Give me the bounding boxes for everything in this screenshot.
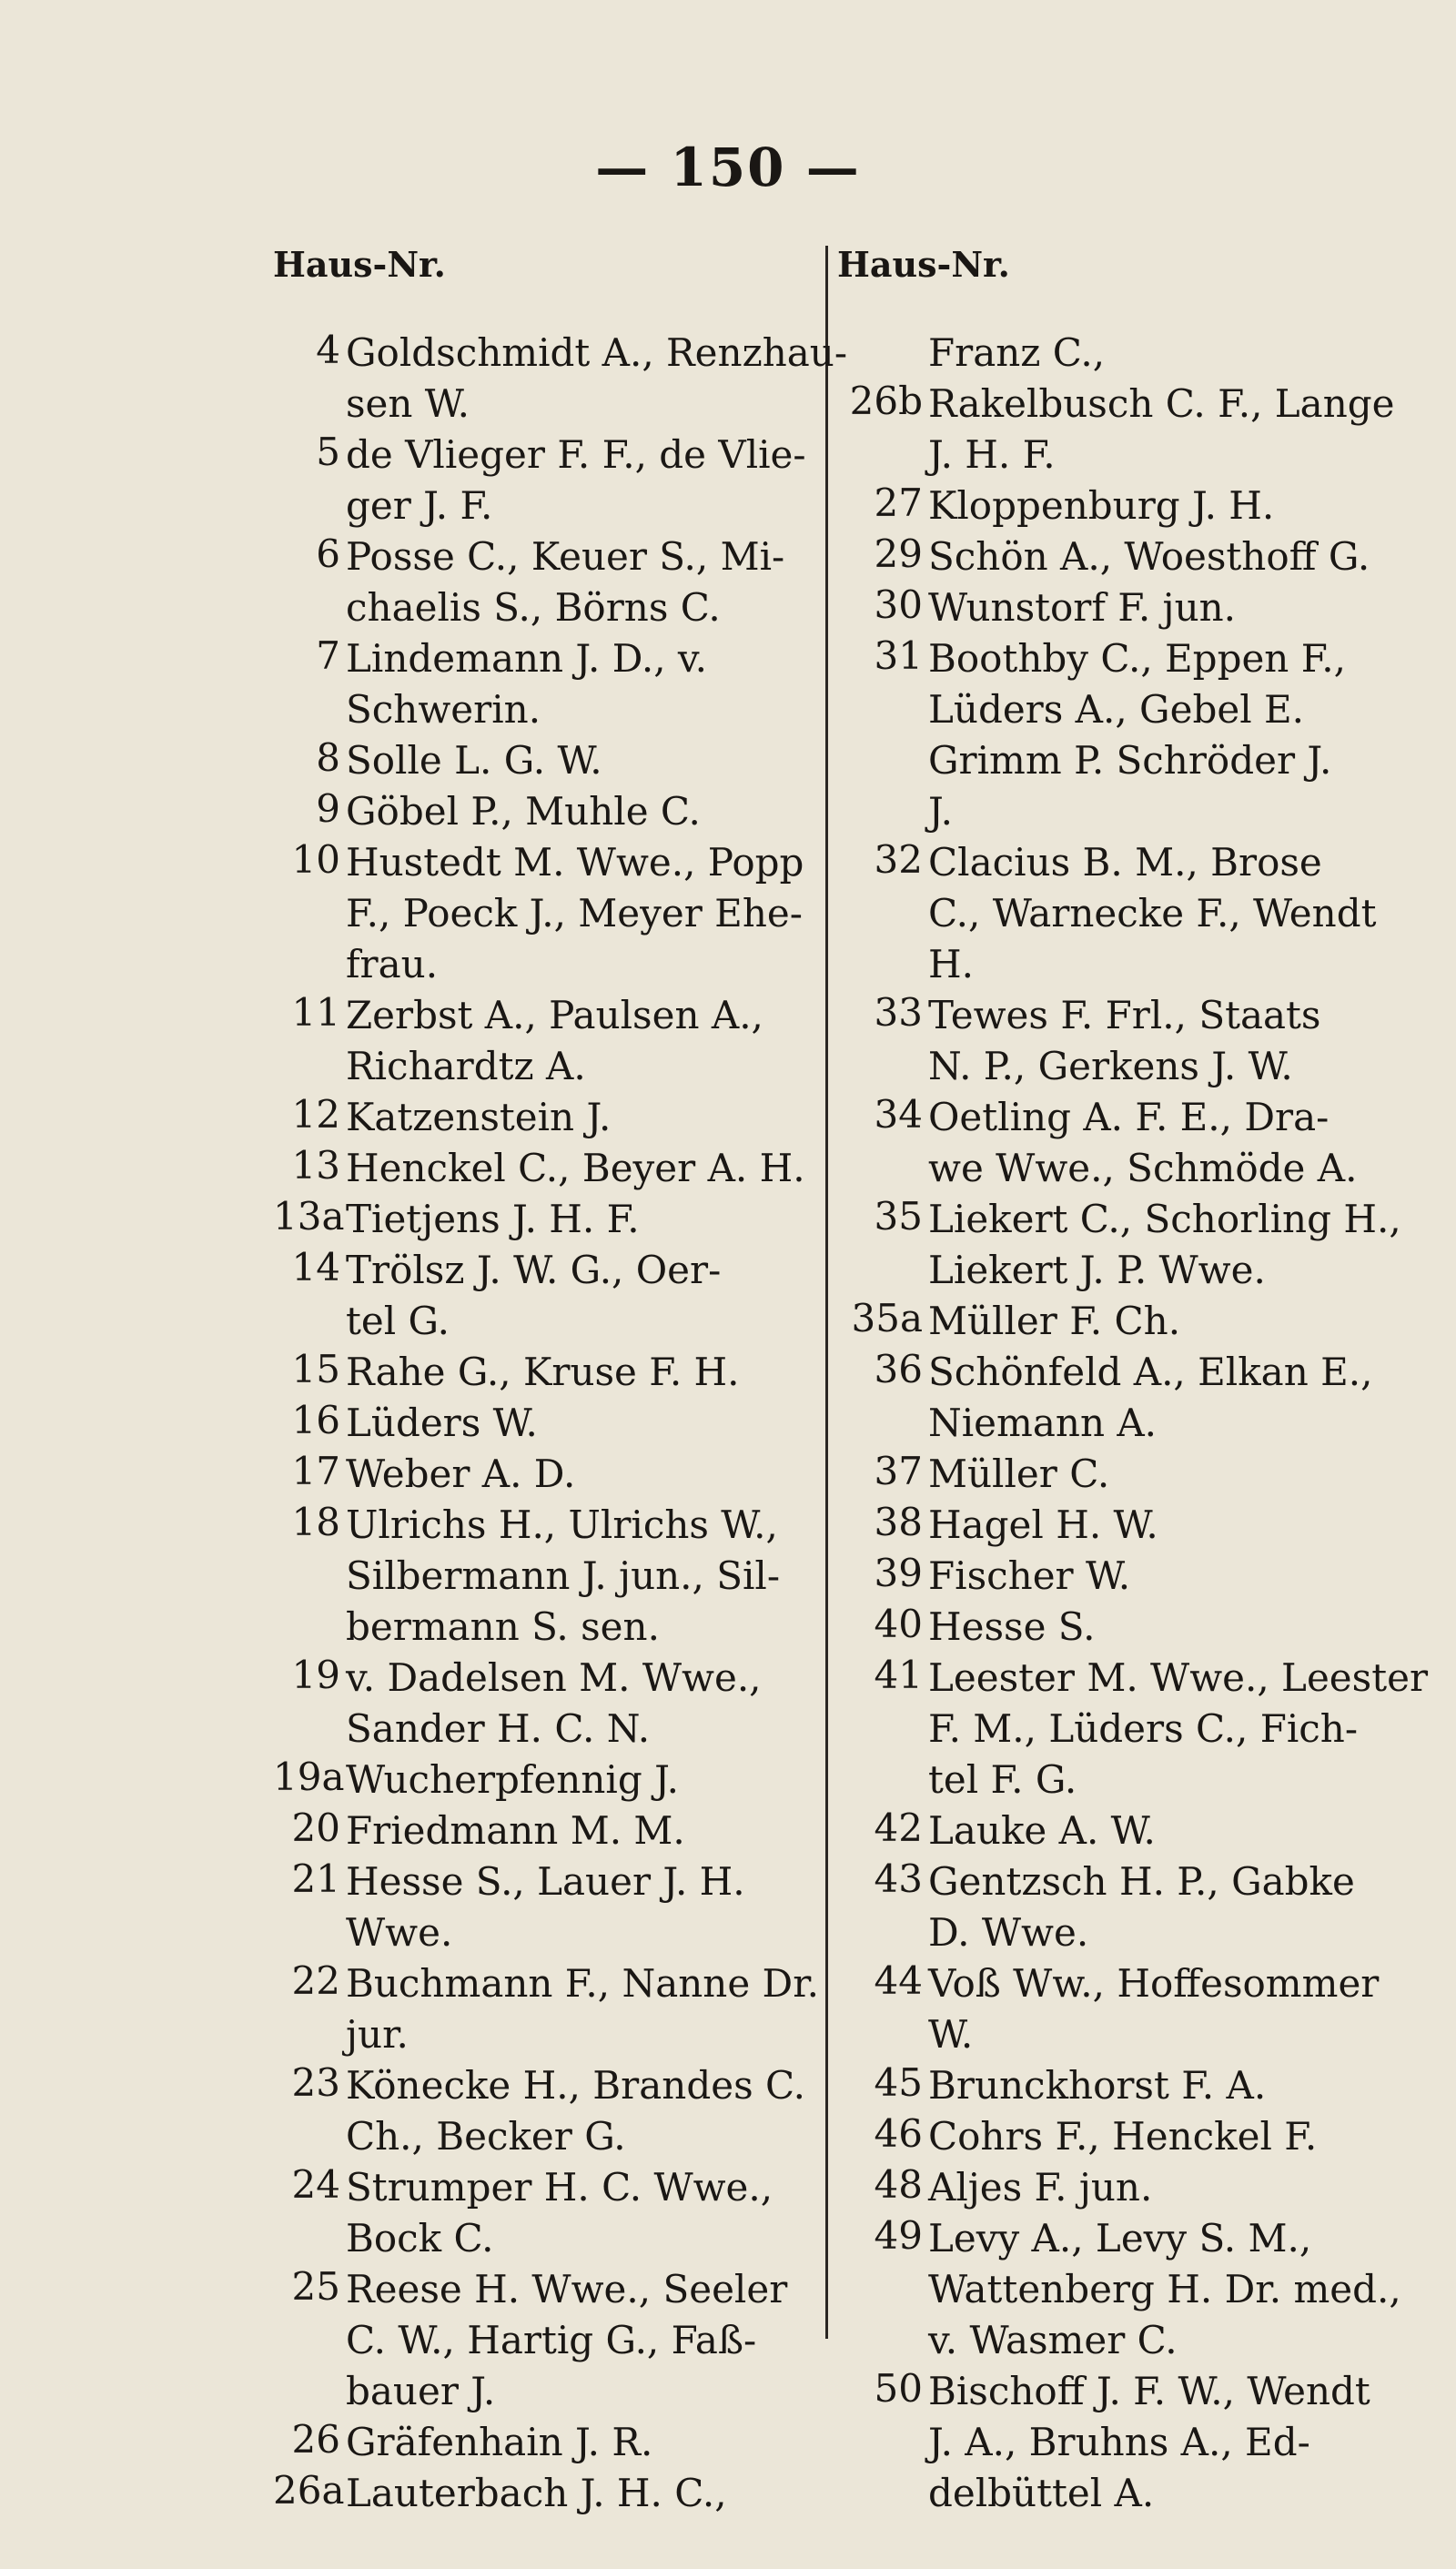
resident-names-line: Grimm P. Schröder J. (928, 738, 1332, 783)
resident-names-line: Ulrichs H., Ulrichs W., (346, 1502, 778, 1547)
resident-names-line: Strumper H. C. Wwe., (346, 2165, 774, 2210)
resident-names-line: Bock C. (346, 2216, 494, 2261)
resident-names-line: v. Dadelsen M. Wwe., (346, 1655, 762, 1700)
resident-names-line: Liekert C., Schorling H., (928, 1197, 1401, 1241)
house-number: 11 (291, 990, 340, 1035)
house-number: 13a (273, 1194, 345, 1239)
house-number: 15 (291, 1347, 340, 1391)
resident-names-line: Boothby C., Eppen F., (928, 636, 1347, 681)
column-divider (825, 246, 828, 2339)
house-entry (273, 837, 810, 990)
house-entry (273, 2162, 810, 2264)
house-entry (837, 1602, 1420, 1653)
house-number: 29 (874, 531, 923, 576)
house-entry (837, 1551, 1420, 1602)
house-entry (273, 1856, 810, 1958)
house-entry (837, 1500, 1420, 1551)
resident-names-line: Gentzsch H. P., Gabke (928, 1859, 1355, 1904)
house-entry (273, 1449, 810, 1500)
house-entry (837, 2111, 1420, 2162)
resident-names-line: Hustedt M. Wwe., Popp (346, 840, 804, 885)
resident-names-line: chaelis S., Börns C. (346, 585, 721, 630)
resident-names-line: Hesse S., Lauer J. H. (346, 1859, 745, 1904)
house-number: 5 (316, 430, 340, 474)
resident-names-line: Lüders W. (346, 1401, 538, 1445)
house-number: 27 (874, 480, 923, 525)
house-number: 23 (291, 2060, 340, 2105)
house-number: 7 (316, 633, 340, 678)
house-entry (837, 1958, 1420, 2060)
house-number: 8 (316, 735, 340, 780)
resident-names-line: Weber A. D. (346, 1451, 576, 1496)
house-entry (837, 2366, 1420, 2519)
resident-names-line: Gräfenhain J. R. (346, 2420, 653, 2464)
house-number: 20 (291, 1805, 340, 1850)
resident-names-line: bauer J. (346, 2369, 496, 2413)
house-number: 6 (316, 531, 340, 576)
resident-names-line: Lauterbach J. H. C., (346, 2471, 727, 2515)
resident-names-line: Bischoff J. F. W., Wendt (928, 2369, 1370, 2413)
resident-names-line: C., Warnecke F., Wendt (928, 891, 1377, 936)
resident-names-line: Göbel P., Muhle C. (346, 789, 701, 834)
resident-names-line: Clacius B. M., Brose (928, 840, 1322, 885)
right-column-header: Haus-Nr. (837, 244, 1010, 285)
house-entry (837, 2213, 1420, 2366)
house-number: 41 (874, 1653, 923, 1697)
resident-names-line: Schwerin. (346, 687, 541, 732)
resident-names-line: ger J. F. (346, 483, 493, 528)
resident-names-line: W. (928, 2012, 974, 2057)
house-number: 9 (316, 786, 340, 831)
house-number: 21 (291, 1856, 340, 1901)
resident-names-line: Franz C., (928, 330, 1106, 375)
house-number: 22 (291, 1958, 340, 2003)
house-entry (273, 1653, 810, 1755)
house-entry (837, 328, 1420, 379)
resident-names-line: de Vlieger F. F., de Vlie- (346, 432, 806, 477)
house-entry (837, 582, 1420, 633)
resident-names-line: Katzenstein J. (346, 1095, 612, 1139)
resident-names-line: J. (928, 789, 953, 834)
resident-names-line: Hagel H. W. (928, 1502, 1158, 1547)
resident-names-line: Reese H. Wwe., Seeler (346, 2267, 788, 2311)
house-number: 36 (874, 1347, 923, 1391)
house-entry (273, 1194, 810, 1245)
house-entry (273, 1805, 810, 1856)
house-entry (837, 1347, 1420, 1449)
resident-names-line: Richardtz A. (346, 1044, 586, 1088)
house-number: 38 (874, 1500, 923, 1544)
house-number: 40 (874, 1602, 923, 1646)
house-entry (837, 1194, 1420, 1296)
resident-names-line: bermann S. sen. (346, 1604, 660, 1649)
left-column-header: Haus-Nr. (273, 244, 446, 285)
resident-names-line: Goldschmidt A., Renzhau- (346, 330, 848, 375)
house-entry (273, 430, 810, 531)
house-entry (273, 2468, 810, 2519)
house-number: 18 (291, 1500, 340, 1544)
resident-names-line: C. W., Hartig G., Faß- (346, 2318, 757, 2362)
house-number: 48 (874, 2162, 923, 2207)
house-number: 44 (874, 1958, 923, 2003)
house-number: 43 (874, 1856, 923, 1901)
house-number: 13 (291, 1143, 340, 1188)
house-number: 49 (874, 2213, 923, 2258)
house-entry (273, 1755, 810, 1805)
house-entry (837, 2162, 1420, 2213)
house-number: 17 (291, 1449, 340, 1493)
resident-names-line: Schön A., Woesthoff G. (928, 534, 1370, 579)
right-column (837, 328, 1429, 2519)
resident-names-line: Sander H. C. N. (346, 1706, 651, 1751)
resident-names-line: Aljes F. jun. (928, 2165, 1153, 2210)
resident-names-line: jur. (346, 2012, 409, 2057)
house-number: 14 (291, 1245, 340, 1290)
resident-names-line: Silbermann J. jun., Sil- (346, 1553, 781, 1598)
house-number: 39 (874, 1551, 923, 1595)
resident-names-line: Wunstorf F. jun. (928, 585, 1237, 630)
resident-names-line: Könecke H., Brandes C. (346, 2063, 805, 2108)
house-number: 45 (874, 2060, 923, 2105)
house-entry (273, 990, 810, 1092)
house-entry (837, 837, 1420, 990)
house-number: 35a (851, 1296, 923, 1340)
resident-names-line: Rakelbusch C. F., Lange (928, 381, 1395, 426)
house-entry (273, 1500, 810, 1653)
resident-names-line: tel G. (346, 1299, 450, 1343)
resident-names-line: Posse C., Keuer S., Mi- (346, 534, 785, 579)
resident-names-line: Buchmann F., Nanne Dr. (346, 1961, 820, 2006)
house-entry (273, 2264, 810, 2417)
house-number: 33 (874, 990, 923, 1035)
resident-names-line: Trölsz J. W. G., Oer- (346, 1248, 722, 1292)
resident-names-line: Cohrs F., Henckel F. (928, 2114, 1318, 2159)
house-entry (273, 1092, 810, 1143)
resident-names-line: tel F. G. (928, 1757, 1077, 1802)
house-entry (837, 1856, 1420, 1958)
house-number: 42 (874, 1805, 923, 1850)
house-entry (273, 328, 848, 430)
house-number: 4 (316, 328, 340, 372)
resident-names-line: J. A., Bruhns A., Ed- (928, 2420, 1310, 2464)
resident-names-line: F., Poeck J., Meyer Ehe- (346, 891, 803, 936)
resident-names-line: Tietjens J. H. F. (346, 1197, 640, 1241)
resident-names-line: Müller F. Ch. (928, 1299, 1181, 1343)
resident-names-line: Wattenberg H. Dr. med., (928, 2267, 1401, 2311)
resident-names-line: frau. (346, 942, 439, 986)
house-entry (837, 1296, 1420, 1347)
house-entry (273, 1398, 810, 1449)
resident-names-line: Zerbst A., Paulsen A., (346, 993, 763, 1037)
house-entry (273, 1347, 810, 1398)
resident-names-line: D. Wwe. (928, 1910, 1089, 1955)
resident-names-line: Brunckhorst F. A. (928, 2063, 1267, 2108)
house-entry (837, 1449, 1420, 1500)
house-entry (273, 1245, 810, 1347)
house-number: 26b (849, 379, 923, 423)
resident-names-line: Tewes F. Frl., Staats (928, 993, 1321, 1037)
resident-names-line: Schönfeld A., Elkan E., (928, 1350, 1373, 1394)
house-number: 19a (273, 1755, 345, 1799)
house-number: 35 (874, 1194, 923, 1239)
resident-names-line: Leester M. Wwe., Leester (928, 1655, 1429, 1700)
resident-names-line: J. H. F. (928, 432, 1056, 477)
resident-names-line: sen W. (346, 381, 470, 426)
house-entry (273, 633, 810, 735)
house-entry (837, 990, 1420, 1092)
resident-names-line: F. M., Lüders C., Fich- (928, 1706, 1359, 1751)
resident-names-line: Levy A., Levy S. M., (928, 2216, 1312, 2261)
resident-names-line: Henckel C., Beyer A. H. (346, 1146, 805, 1190)
house-entry (273, 531, 810, 633)
house-number: 10 (291, 837, 340, 882)
resident-names-line: Fischer W. (928, 1553, 1131, 1598)
resident-names-line: Voß Ww., Hoffesommer (928, 1961, 1380, 2006)
resident-names-line: Lüders A., Gebel E. (928, 687, 1304, 732)
resident-names-line: v. Wasmer C. (928, 2318, 1178, 2362)
house-entry (837, 531, 1420, 582)
house-number: 26a (273, 2468, 345, 2513)
house-entry (273, 1958, 820, 2060)
house-entry (837, 379, 1420, 480)
house-number: 34 (874, 1092, 923, 1137)
house-entry (273, 2060, 810, 2162)
house-number: 19 (291, 1653, 340, 1697)
house-entry (837, 480, 1420, 531)
house-entry (837, 2060, 1420, 2111)
house-entry (273, 1143, 810, 1194)
resident-names-line: Solle L. G. W. (346, 738, 602, 783)
house-number: 25 (291, 2264, 340, 2309)
resident-names-line: Lindemann J. D., v. (346, 636, 708, 681)
resident-names-line: Oetling A. F. E., Dra- (928, 1095, 1330, 1139)
resident-names-line: Niemann A. (928, 1401, 1158, 1445)
house-number: 32 (874, 837, 923, 882)
left-column (273, 328, 848, 2519)
house-number: 26 (291, 2417, 340, 2462)
resident-names-line: Kloppenburg J. H. (928, 483, 1275, 528)
resident-names-line: Wucherpfennig J. (346, 1757, 680, 1802)
house-entry (837, 1653, 1429, 1805)
resident-names-line: H. (928, 942, 974, 986)
resident-names-line: Müller C. (928, 1451, 1110, 1496)
house-entry (837, 633, 1420, 837)
house-number: 31 (874, 633, 923, 678)
resident-names-line: Liekert J. P. Wwe. (928, 1248, 1266, 1292)
house-number: 12 (291, 1092, 340, 1137)
resident-names-line: Wwe. (346, 1910, 453, 1955)
resident-names-line: we Wwe., Schmöde A. (928, 1146, 1358, 1190)
house-entry (837, 1805, 1420, 1856)
resident-names-line: Hesse S. (928, 1604, 1096, 1649)
house-number: 24 (291, 2162, 340, 2207)
resident-names-line: N. P., Gerkens J. W. (928, 1044, 1293, 1088)
house-entry (273, 786, 810, 837)
resident-names-line: delbüttel A. (928, 2471, 1155, 2515)
house-number: 30 (874, 582, 923, 627)
house-number: 46 (874, 2111, 923, 2156)
resident-names-line: Friedmann M. M. (346, 1808, 685, 1853)
resident-names-line: Rahe G., Kruse F. H. (346, 1350, 740, 1394)
house-number: 50 (874, 2366, 923, 2411)
house-entry (273, 735, 810, 786)
house-number: 37 (874, 1449, 923, 1493)
house-number: 16 (291, 1398, 340, 1442)
house-entry (273, 2417, 810, 2468)
house-entry (837, 1092, 1420, 1194)
page-number: — 150 — (595, 137, 861, 198)
resident-names-line: Ch., Becker G. (346, 2114, 626, 2159)
resident-names-line: Lauke A. W. (928, 1808, 1156, 1853)
